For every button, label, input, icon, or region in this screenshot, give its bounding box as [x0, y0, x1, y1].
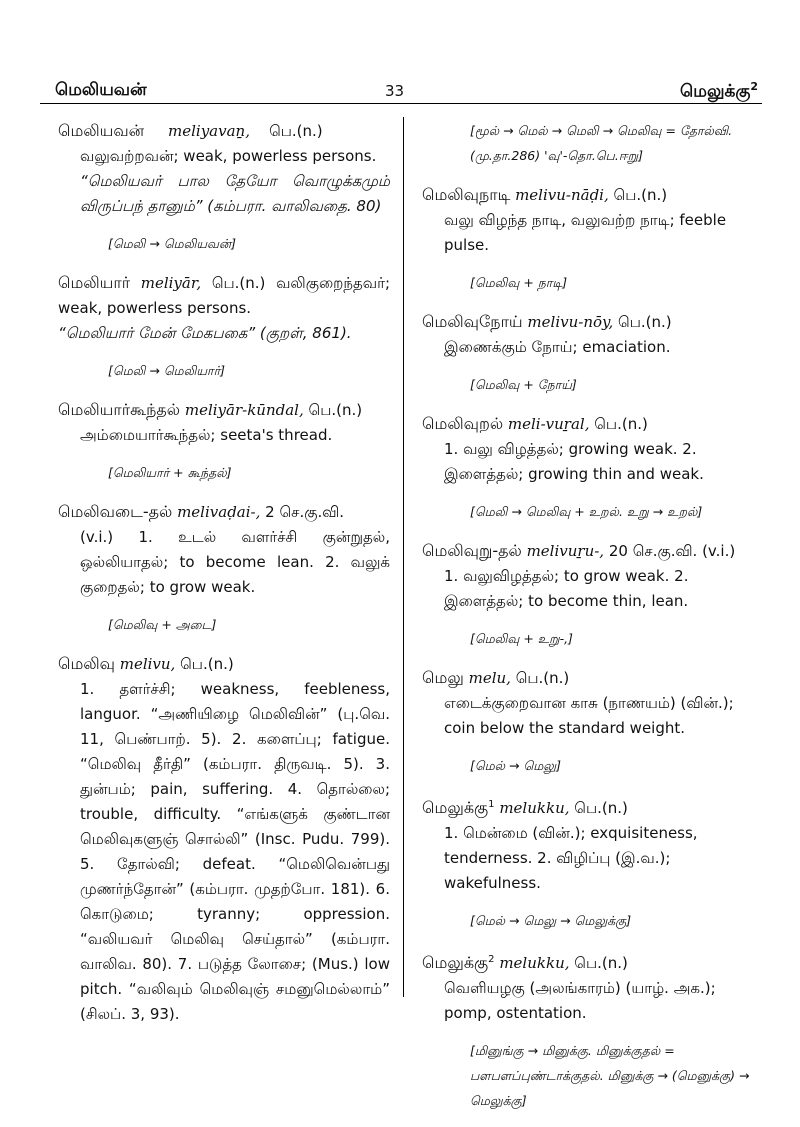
transliteration: melivu, [119, 655, 176, 673]
etymology: [மூல் → மெல் → மெலி → மெலிவு = தோல்வி. (மு.தா.286) 'வு'-தொ.பெ.ஈறு] [470, 123, 733, 163]
entry-melukku-1 [422, 792, 756, 896]
etymology: [மெலிவு + அடை] [108, 617, 217, 632]
transliteration: melukku, [499, 799, 570, 817]
homograph-number: 2 [488, 954, 495, 965]
transliteration: melukku, [499, 954, 570, 972]
etymology: [மெலிவு + நாடி] [470, 275, 568, 290]
transliteration: melivu-nōy, [527, 313, 614, 331]
entry-meliyavan [58, 118, 390, 219]
definition: 1. வலு விழத்தல்; growing weak. 2. இளைத்தல்; growing thin and weak. [444, 440, 704, 483]
running-head-left: மெலியவன் [55, 80, 147, 100]
transliteration: melivaḍai-, [177, 503, 261, 521]
part-of-speech: பெ.(n.) [269, 122, 323, 140]
entry-melivu-noy [422, 309, 756, 360]
headword: மெலிவுநோய் [422, 312, 523, 331]
headword: மெலியவன் [58, 121, 145, 140]
column-divider [403, 117, 404, 997]
headword: மெலிவுறல் [422, 414, 504, 433]
entry-melivadai-tal [58, 499, 390, 600]
page-header [0, 0, 800, 100]
entry-meliyar-kundal [58, 397, 390, 448]
entry-melu [422, 665, 756, 741]
definition: 1. மென்மை (வின்.); exquisiteness, tenderness. 2. விழிப்பு (இ.வ.); wakefulness. [444, 824, 698, 892]
entry-melivu-nadi [422, 182, 756, 258]
etymology: [மெலி → மெலியார்] [108, 363, 225, 378]
part-of-speech: 20 செ.கு.வி. (v.i.) [608, 542, 736, 560]
part-of-speech: பெ.(n.) [594, 415, 648, 433]
definition: 1. தளர்ச்சி; weakness, feebleness, languor. “அணியிழை மெலிவின்” (பு.வெ. 11, பெண்பாற். 5). 2. களைப்பு; fatigue. “மெலிவு தீர்தி” (கம்பரா. திருவடி. 5). 3. துன்பம்; pain, suffering. 4. தொல்லை; trouble, difficulty. “எங்களுக் குண்டான மெலிவுகளுஞ் சொல்லி” (Insc. Pudu. 799). 5. தோல்வி; defeat. “மெலிவென்பது முணர்ந்தோன்” (கம்பரா. முதற்போ. 181). 6. கொடுமை; tyranny; oppression. “வலியவர் மெலிவு செய்தால்” (கம்பரா. வாலிவ. 80). 7. படுத்த லோசை; (Mus.) low pitch. “வலிவும் மெலிவுஞ் சமனுமெல்லாம்” (சிலப். 3, 93). [80, 680, 390, 1023]
etymology: [மினுங்கு → மினுக்கு. மினுக்குதல் = பளபளப்புண்டாக்குதல். மினுக்கு → (மெனுக்கு) → மெலுக்கு] [470, 1043, 750, 1108]
part-of-speech: பெ.(n.) [180, 655, 234, 673]
page-number: 33 [385, 82, 405, 100]
transliteration: meliyār, [140, 274, 202, 292]
definition: எடைக்குறைவான காசு (நாணயம்) (வின்.); coin below the standard weight. [444, 694, 734, 737]
part-of-speech: பெ.(n.) [308, 401, 363, 419]
part-of-speech: பெ.(n.) [515, 669, 570, 687]
headword: மெலுக்கு [422, 798, 489, 817]
definition: அம்மையார்கூந்தல்; seeta's thread. [80, 426, 333, 444]
etymology: [மெலியார் + கூந்தல்] [108, 465, 232, 480]
citation: “மெலியவர் பால தேயோ வொழுக்கமும் விருப்பந் தானும்” (கம்பரா. வாலிவதை. 80) [80, 172, 390, 215]
definition: 1. வலுவிழத்தல்; to grow weak. 2. இளைத்தல்; to become thin, lean. [444, 567, 689, 610]
transliteration: meliyavaṉ, [168, 122, 250, 140]
definition: வலு விழந்த நாடி, வலுவற்ற நாடி; feeble pulse. [444, 211, 727, 254]
etymology: [மெல் → மெலு] [470, 758, 562, 773]
transliteration: meli-vuṟal, [507, 415, 590, 433]
transliteration: meliyār-kūndal, [184, 401, 304, 419]
transliteration: melivuṟu-, [526, 542, 605, 560]
left-column [58, 118, 390, 1035]
transliteration: melivu-nāḍi, [515, 186, 609, 204]
part-of-speech: பெ.(n.) [574, 799, 628, 817]
headword: மெலியார்கூந்தல் [58, 400, 181, 419]
headword: மெலிவுறு-தல் [422, 541, 522, 560]
transliteration: melu, [468, 669, 511, 687]
headword: மெலு [422, 668, 464, 687]
etymology: [மெலி → மெலிவு + உறல். உறு → உறல்] [470, 504, 703, 519]
etymology: [மெல் → மெலு → மெலுக்கு] [470, 913, 632, 928]
entry-melivural [422, 411, 756, 487]
homograph-number: 1 [488, 799, 495, 810]
headword: மெலிவுநாடி [422, 185, 511, 204]
definition: வலிகுறைந்தவர்; weak, powerless persons. [58, 274, 390, 317]
headword: மெலுக்கு [422, 953, 489, 972]
right-column [422, 118, 756, 1127]
entry-melukku-2 [422, 947, 756, 1026]
etymology: [மெலிவு + நோய்] [470, 377, 577, 392]
headword: மெலிவு [58, 654, 115, 673]
header-rule [40, 103, 762, 104]
entry-melivuru-tal [422, 538, 756, 614]
part-of-speech: பெ.(n.) [574, 954, 628, 972]
citation: “மெலியார் மேன் மேகபகை” (குறள், 861). [58, 324, 352, 342]
definition: வெளியழகு (அலங்காரம்) (யாழ். அக.); pomp, ostentation. [444, 979, 716, 1022]
definition: வலுவற்றவன்; weak, powerless persons. [80, 147, 377, 165]
headword: மெலியார் [58, 273, 131, 292]
part-of-speech: பெ.(n.) [618, 313, 672, 331]
part-of-speech: பெ.(n.) [613, 186, 668, 204]
part-of-speech: பெ.(n.) [211, 274, 266, 292]
part-of-speech: 2 செ.கு.வி. [265, 503, 345, 521]
running-head-right: மெலுக்கு$^2$ [680, 80, 758, 102]
entry-meliyar [58, 270, 390, 346]
etymology: [மெலி → மெலியவன்] [108, 236, 237, 251]
definition: (v.i.) 1. உடல் வளர்ச்சி குன்றுதல், ஒல்லியாதல்; to become lean. 2. வலுக் குறைதல்; to grow weak. [80, 528, 390, 596]
definition: இணைக்கும் நோய்; emaciation. [444, 338, 671, 356]
etymology: [மெலிவு + உறு-,] [470, 631, 573, 646]
headword: மெலிவடை-தல் [58, 502, 173, 521]
entry-melivu [58, 651, 390, 1027]
